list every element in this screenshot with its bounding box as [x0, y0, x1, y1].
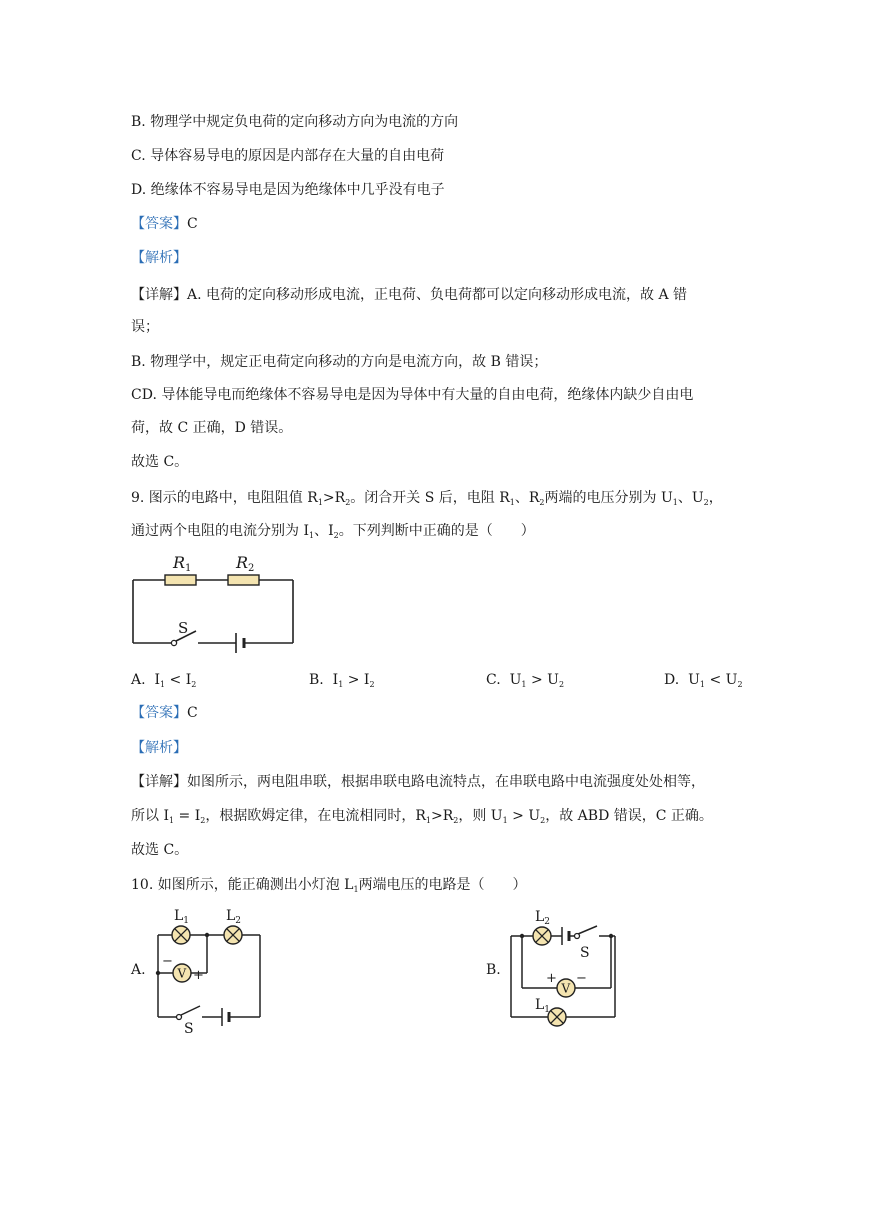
q8-option-d: D. 绝缘体不容易导电是因为绝缘体中几乎没有电子 [131, 182, 445, 198]
q9-stem-line-1: 9. 图示的电路中，电阻阻值 $R_1>R_2$。闭合开关 S 后，电阻 $R_1$、$R_2$两端的电压分别为 $U_1$、$U_2$， [131, 490, 723, 507]
q8-detail-5: 荷，故 C 正确，D 错误。 [131, 420, 293, 436]
q9-conclusion: 故选 C。 [131, 842, 189, 858]
r1-label: R1 [173, 553, 192, 574]
q9-stem-line-2: 通过两个电阻的电流分别为 $I_1$、$I_2$。下列判断中正确的是（ ） [131, 523, 535, 540]
q9-answer: C [187, 705, 198, 721]
lamp-l1-label: $L_1$ [174, 908, 190, 926]
q9-answer-line [131, 703, 198, 723]
q9-detail-line-2: 所以 $I_1 = I_2$，根据欧姆定律，在电流相同时，$R_1>R_2$，则 $U_1 > U_2$，故 ABD 错误，C 正确。 [131, 808, 713, 825]
plus-terminal: + [193, 968, 204, 983]
detail-tag: 【详解】 [131, 774, 187, 790]
q8-answer-line [131, 214, 198, 234]
q9-option-a: A. $I_1 < I_2$ [131, 672, 197, 689]
minus-terminal: − [576, 971, 587, 986]
q10-circuit-a [150, 905, 270, 1035]
answer-tag: 【答案】 [131, 216, 187, 232]
q10-option-b-letter: B. [486, 962, 501, 978]
q8-detail-2: 误； [131, 319, 159, 335]
switch-label: S [184, 1021, 194, 1037]
q8-option-b: B. 物理学中规定负电荷的定向移动方向为电流的方向 [131, 114, 459, 130]
q9-detail-1: 如图所示，两电阻串联，根据串联电路电流特点，在串联电路中电流强度处处相等， [187, 774, 705, 790]
resistor-r1 [165, 575, 196, 585]
q8-detail-line-1 [131, 285, 687, 305]
q8-detail-3: B. 物理学中，规定正电荷定向移动的方向是电流方向，故 B 错误； [131, 354, 548, 370]
voltmeter-label: V [177, 966, 187, 981]
q8-conclusion: 故选 C。 [131, 454, 189, 470]
resistor-r2 [228, 575, 259, 585]
junction-dot [520, 934, 524, 938]
q9-circuit-diagram [128, 550, 298, 660]
junction-dot [156, 971, 160, 975]
q8-detail-1: A. 电荷的定向移动形成电流，正电荷、负电荷都可以定向移动形成电流，故 A 错 [187, 287, 688, 303]
q8-answer: C [187, 216, 198, 232]
q10-option-a-letter: A. [131, 962, 146, 978]
q9-detail-line-1 [131, 772, 705, 792]
switch-pivot [171, 640, 176, 645]
lamp-l2-label: $L_2$ [535, 909, 551, 927]
junction-dot [205, 933, 209, 937]
answer-tag: 【答案】 [131, 705, 187, 721]
lamp-l2-label: $L_2$ [226, 908, 242, 926]
q9-option-c: C. $U_1 > U_2$ [486, 672, 565, 689]
minus-terminal: − [162, 954, 173, 969]
junction-dot [609, 934, 613, 938]
q8-option-c: C. 导体容易导电的原因是内部存在大量的自由电荷 [131, 148, 445, 164]
plus-terminal: + [546, 971, 557, 986]
switch-label: S [580, 945, 590, 961]
q9-option-d: D. $U_1 < U_2$ [664, 672, 743, 689]
r2-label: R2 [236, 553, 255, 574]
detail-tag: 【详解】 [131, 287, 187, 303]
q8-detail-4: CD. 导体能导电而绝缘体不容易导电是因为导体中有大量的自由电荷，绝缘体内缺少自由电 [131, 387, 694, 403]
q10-stem: 10. 如图所示，能正确测出小灯泡 $L_1$两端电压的电路是（ ） [131, 877, 527, 894]
q9-option-b: B. $I_1 > I_2$ [309, 672, 375, 689]
q8-analysis-tag: 【解析】 [131, 250, 187, 266]
q9-analysis-tag: 【解析】 [131, 740, 187, 756]
lamp-l1-label: $L_1$ [535, 997, 551, 1015]
voltmeter-label: V [561, 981, 571, 996]
switch-label: S [178, 619, 189, 637]
q10-circuit-b [505, 905, 625, 1035]
